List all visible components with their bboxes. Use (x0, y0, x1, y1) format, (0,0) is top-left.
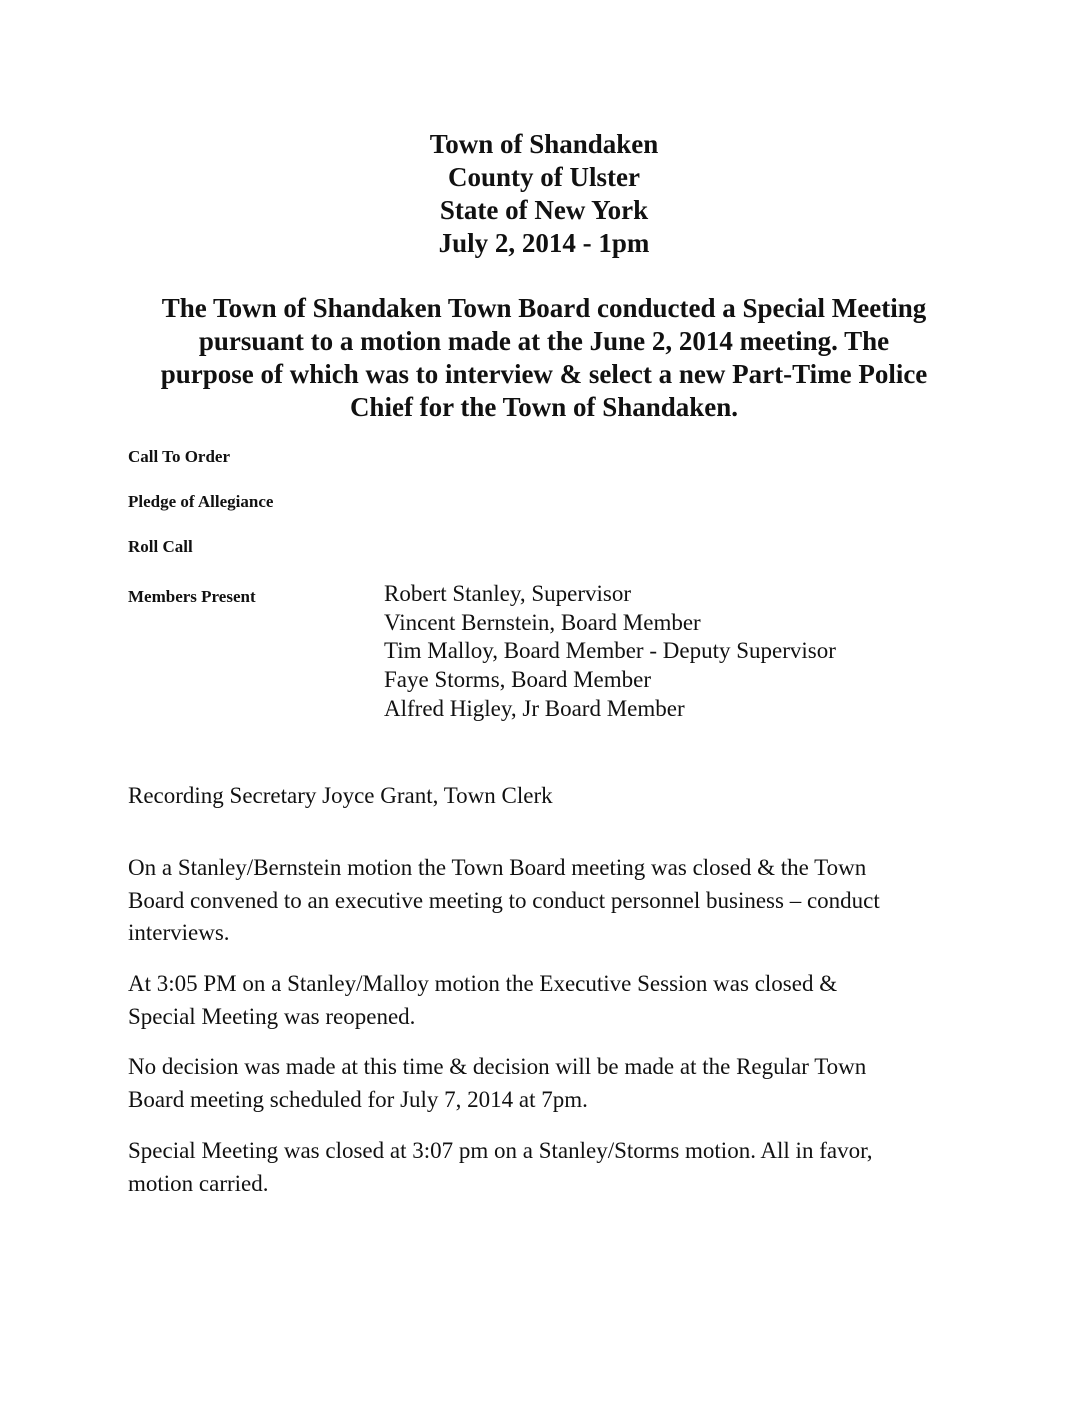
member-item: Vincent Bernstein, Board Member (384, 609, 701, 635)
purpose-line: purpose of which was to interview & select a new Part-Time Police (160, 359, 928, 389)
member-item: Tim Malloy, Board Member - Deputy Supervisor (384, 638, 836, 664)
member-item: Robert Stanley, Supervisor (384, 581, 632, 606)
paragraph-motion-close (128, 852, 968, 950)
members-present-label: Members Present (128, 587, 256, 606)
member-item: Faye Storms, Board Member (384, 667, 652, 693)
purpose-line: Chief for the Town of Shandaken. (349, 392, 739, 422)
paragraph-meeting-closed (128, 1135, 968, 1200)
meeting-purpose (110, 292, 978, 424)
header-county: County of Ulster (448, 162, 640, 192)
paragraph-line: On a Stanley/Bernstein motion the Town Board meeting was closed & the Town (128, 855, 867, 880)
paragraph-line: interviews. (128, 920, 230, 945)
paragraph-line: Special Meeting was reopened. (128, 1003, 416, 1029)
recording-secretary (128, 780, 968, 813)
member-item: Alfred Higley, Jr Board Member (384, 695, 685, 721)
header-town: Town of Shandaken (429, 129, 659, 159)
call-to-order-label: Call To Order (128, 447, 231, 466)
paragraph-line: At 3:05 PM on a Stanley/Malloy motion the Executive Session was closed & (128, 971, 838, 996)
pledge-label: Pledge of Allegiance (128, 492, 274, 511)
paragraph-line: Board convened to an executive meeting to conduct personnel business – conduct (128, 887, 880, 913)
paragraph-line: Board meeting scheduled for July 7, 2014 at 7pm. (128, 1086, 588, 1112)
paragraph-line: No decision was made at this time & decision will be made at the Regular Town (128, 1054, 867, 1079)
document-header (0, 128, 1088, 260)
paragraph-decision (128, 1051, 968, 1116)
paragraph-line: motion carried. (128, 1170, 269, 1196)
purpose-line: pursuant to a motion made at the June 2, 2014 meeting. The (198, 326, 890, 356)
members-list (384, 580, 836, 724)
header-date: July 2, 2014 - 1pm (438, 228, 650, 258)
header-state: State of New York (439, 195, 649, 225)
recording-secretary-text: Recording Secretary Joyce Grant, Town Clerk (128, 783, 553, 808)
paragraph-executive-session (128, 968, 968, 1033)
paragraph-line: Special Meeting was closed at 3:07 pm on a Stanley/Storms motion. All in favor, (128, 1138, 873, 1163)
roll-call-label: Roll Call (128, 537, 193, 556)
purpose-line: The Town of Shandaken Town Board conducted a Special Meeting (161, 293, 927, 323)
